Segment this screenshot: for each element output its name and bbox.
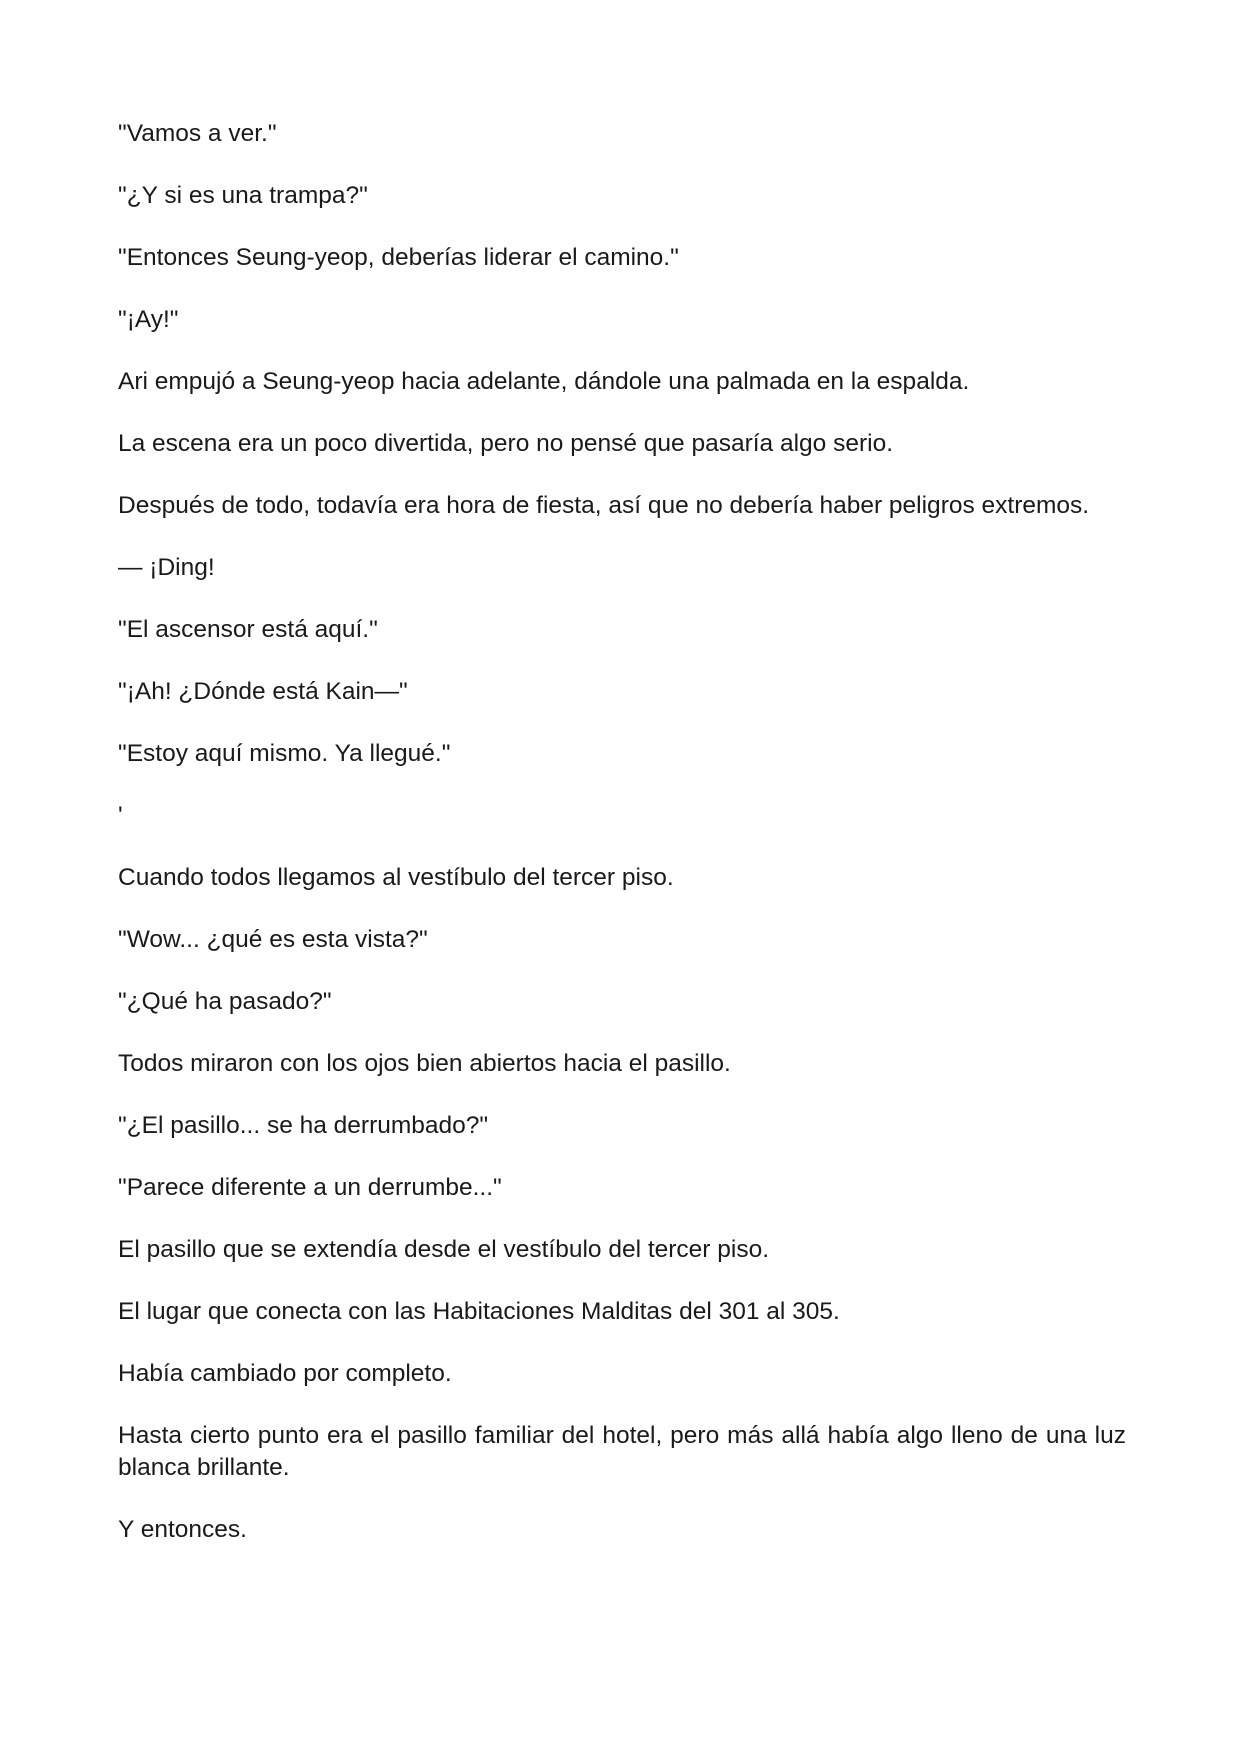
paragraph: "Parece diferente a un derrumbe..."	[118, 1174, 502, 1201]
paragraph: Y entonces.	[118, 1516, 247, 1543]
paragraph: "Estoy aquí mismo. Ya llegué."	[118, 740, 451, 767]
paragraph: "¡Ah! ¿Dónde está Kain—"	[118, 678, 408, 705]
paragraph: Ari empujó a Seung-yeop hacia adelante, dándole una palmada en la espalda.	[118, 368, 970, 395]
paragraph: "Vamos a ver."	[118, 120, 277, 147]
paragraph: Hasta cierto punto era el pasillo familiar del hotel, pero más allá había algo lleno de una luz blanca brillante.	[118, 1422, 1126, 1481]
paragraph: '	[118, 802, 123, 829]
paragraph: "Wow... ¿qué es esta vista?"	[118, 926, 428, 953]
paragraph: "¿Qué ha pasado?"	[118, 988, 332, 1015]
paragraph: Todos miraron con los ojos bien abiertos hacia el pasillo.	[118, 1050, 731, 1077]
paragraph: El lugar que conecta con las Habitaciones Malditas del 301 al 305.	[118, 1298, 840, 1325]
paragraph: La escena era un poco divertida, pero no pensé que pasaría algo serio.	[118, 430, 894, 457]
paragraph: Cuando todos llegamos al vestíbulo del tercer piso.	[118, 864, 674, 891]
body-text	[118, 118, 1126, 1546]
paragraph: Había cambiado por completo.	[118, 1360, 452, 1387]
paragraph: Después de todo, todavía era hora de fiesta, así que no debería haber peligros extremos.	[118, 492, 1090, 519]
paragraph: "El ascensor está aquí."	[118, 616, 378, 643]
paragraph: "¿Y si es una trampa?"	[118, 182, 368, 209]
paragraph: "Entonces Seung-yeop, deberías liderar el camino."	[118, 244, 679, 271]
paragraph: "¿El pasillo... se ha derrumbado?"	[118, 1112, 489, 1139]
paragraph: El pasillo que se extendía desde el vestíbulo del tercer piso.	[118, 1236, 770, 1263]
paragraph: — ¡Ding!	[118, 554, 215, 581]
paragraph: "¡Ay!"	[118, 306, 179, 333]
